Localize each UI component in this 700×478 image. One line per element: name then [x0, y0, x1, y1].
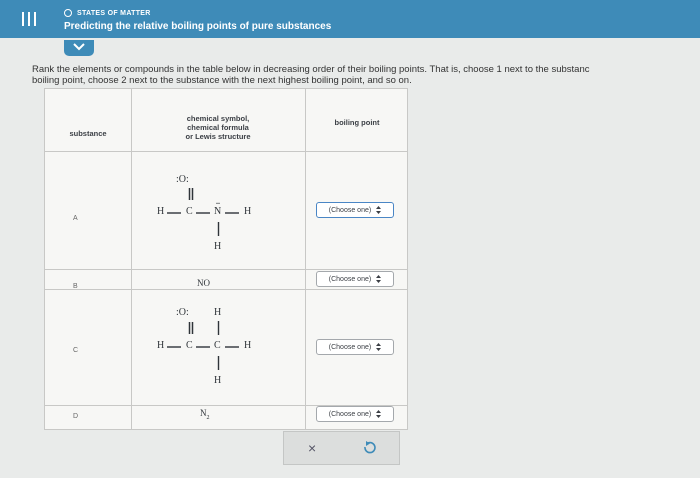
undo-icon[interactable] — [362, 441, 376, 460]
carbonyl-oxygen: :O: — [176, 307, 189, 318]
select-value: (Choose one) — [328, 343, 372, 351]
double-bond-icon — [188, 321, 194, 335]
header-structure-line-3: or Lewis structure — [185, 132, 251, 141]
single-bond-icon — [217, 222, 220, 236]
header-boiling-point: boiling point — [334, 118, 380, 127]
atom-n: N — [214, 206, 222, 217]
instructions-line-2: boiling point, choose 2 next to the substance with the next highest boiling point, and so on. — [32, 75, 412, 86]
instructions-line-1: Rank the elements or compounds in the table below in decreasing order of their boiling points. That is, choose 1 next to the substanc — [32, 64, 590, 75]
row-label-a: A — [73, 215, 78, 222]
updown-arrow-icon — [376, 343, 381, 351]
formula-d-symbol: N — [200, 408, 207, 418]
header-structure-line-2: chemical formula — [187, 123, 249, 132]
single-bond-icon — [217, 321, 220, 335]
single-bond-icon — [225, 212, 239, 214]
hamburger-menu-icon[interactable] — [22, 12, 38, 26]
boiling-point-select-d[interactable] — [316, 406, 394, 422]
single-bond-icon — [167, 212, 181, 214]
updown-arrow-icon — [376, 206, 381, 214]
top-bar — [0, 0, 700, 38]
select-value: (Choose one) — [328, 275, 372, 283]
updown-arrow-icon — [376, 275, 381, 283]
single-bond-icon — [167, 346, 181, 348]
atom-c-1: C — [186, 340, 193, 351]
atom-h-left: H — [157, 340, 165, 351]
chevron-down-icon — [73, 43, 85, 51]
close-icon[interactable]: × — [308, 440, 317, 456]
header-structure-line-1: chemical symbol, — [186, 114, 250, 123]
boiling-point-select-c[interactable] — [316, 339, 394, 355]
atom-c-2: C — [214, 340, 221, 351]
lesson-title: Predicting the relative boiling points of pure substances — [64, 21, 332, 32]
collapse-toggle[interactable] — [64, 40, 94, 56]
atom-h-left: H — [157, 206, 165, 217]
category-row — [64, 9, 151, 17]
atom-c: C — [186, 206, 193, 217]
select-value: (Choose one) — [328, 410, 372, 418]
single-bond-icon — [217, 356, 220, 370]
carbonyl-oxygen: :O: — [176, 174, 189, 185]
atom-h-bottom: H — [214, 375, 222, 386]
row-label-c: C — [73, 347, 79, 354]
select-value: (Choose one) — [328, 206, 372, 214]
atom-h-right: H — [244, 340, 252, 351]
single-bond-icon — [225, 346, 239, 348]
lone-pair-dots: .. — [216, 197, 220, 206]
status-circle-icon — [64, 9, 72, 17]
boiling-point-select-b[interactable] — [316, 271, 394, 287]
formula-d — [200, 409, 210, 421]
category-label: STATES OF MATTER — [77, 9, 151, 17]
formula-d-subscript: 2 — [206, 414, 210, 421]
atom-h-right: H — [244, 206, 252, 217]
double-bond-icon — [188, 187, 194, 201]
row-label-d: D — [73, 413, 79, 420]
boiling-point-select-a[interactable] — [316, 202, 394, 218]
single-bond-icon — [196, 212, 210, 214]
instructions — [32, 64, 700, 86]
action-bar — [283, 431, 400, 465]
header-substance: substance — [69, 129, 107, 138]
atom-h-bottom: H — [214, 241, 222, 252]
updown-arrow-icon — [376, 410, 381, 418]
single-bond-icon — [196, 346, 210, 348]
atom-h-top: H — [214, 307, 222, 318]
row-label-b: B — [73, 283, 78, 290]
formula-b: NO — [197, 278, 210, 288]
header-structure — [131, 114, 305, 141]
ranking-table — [44, 88, 408, 430]
